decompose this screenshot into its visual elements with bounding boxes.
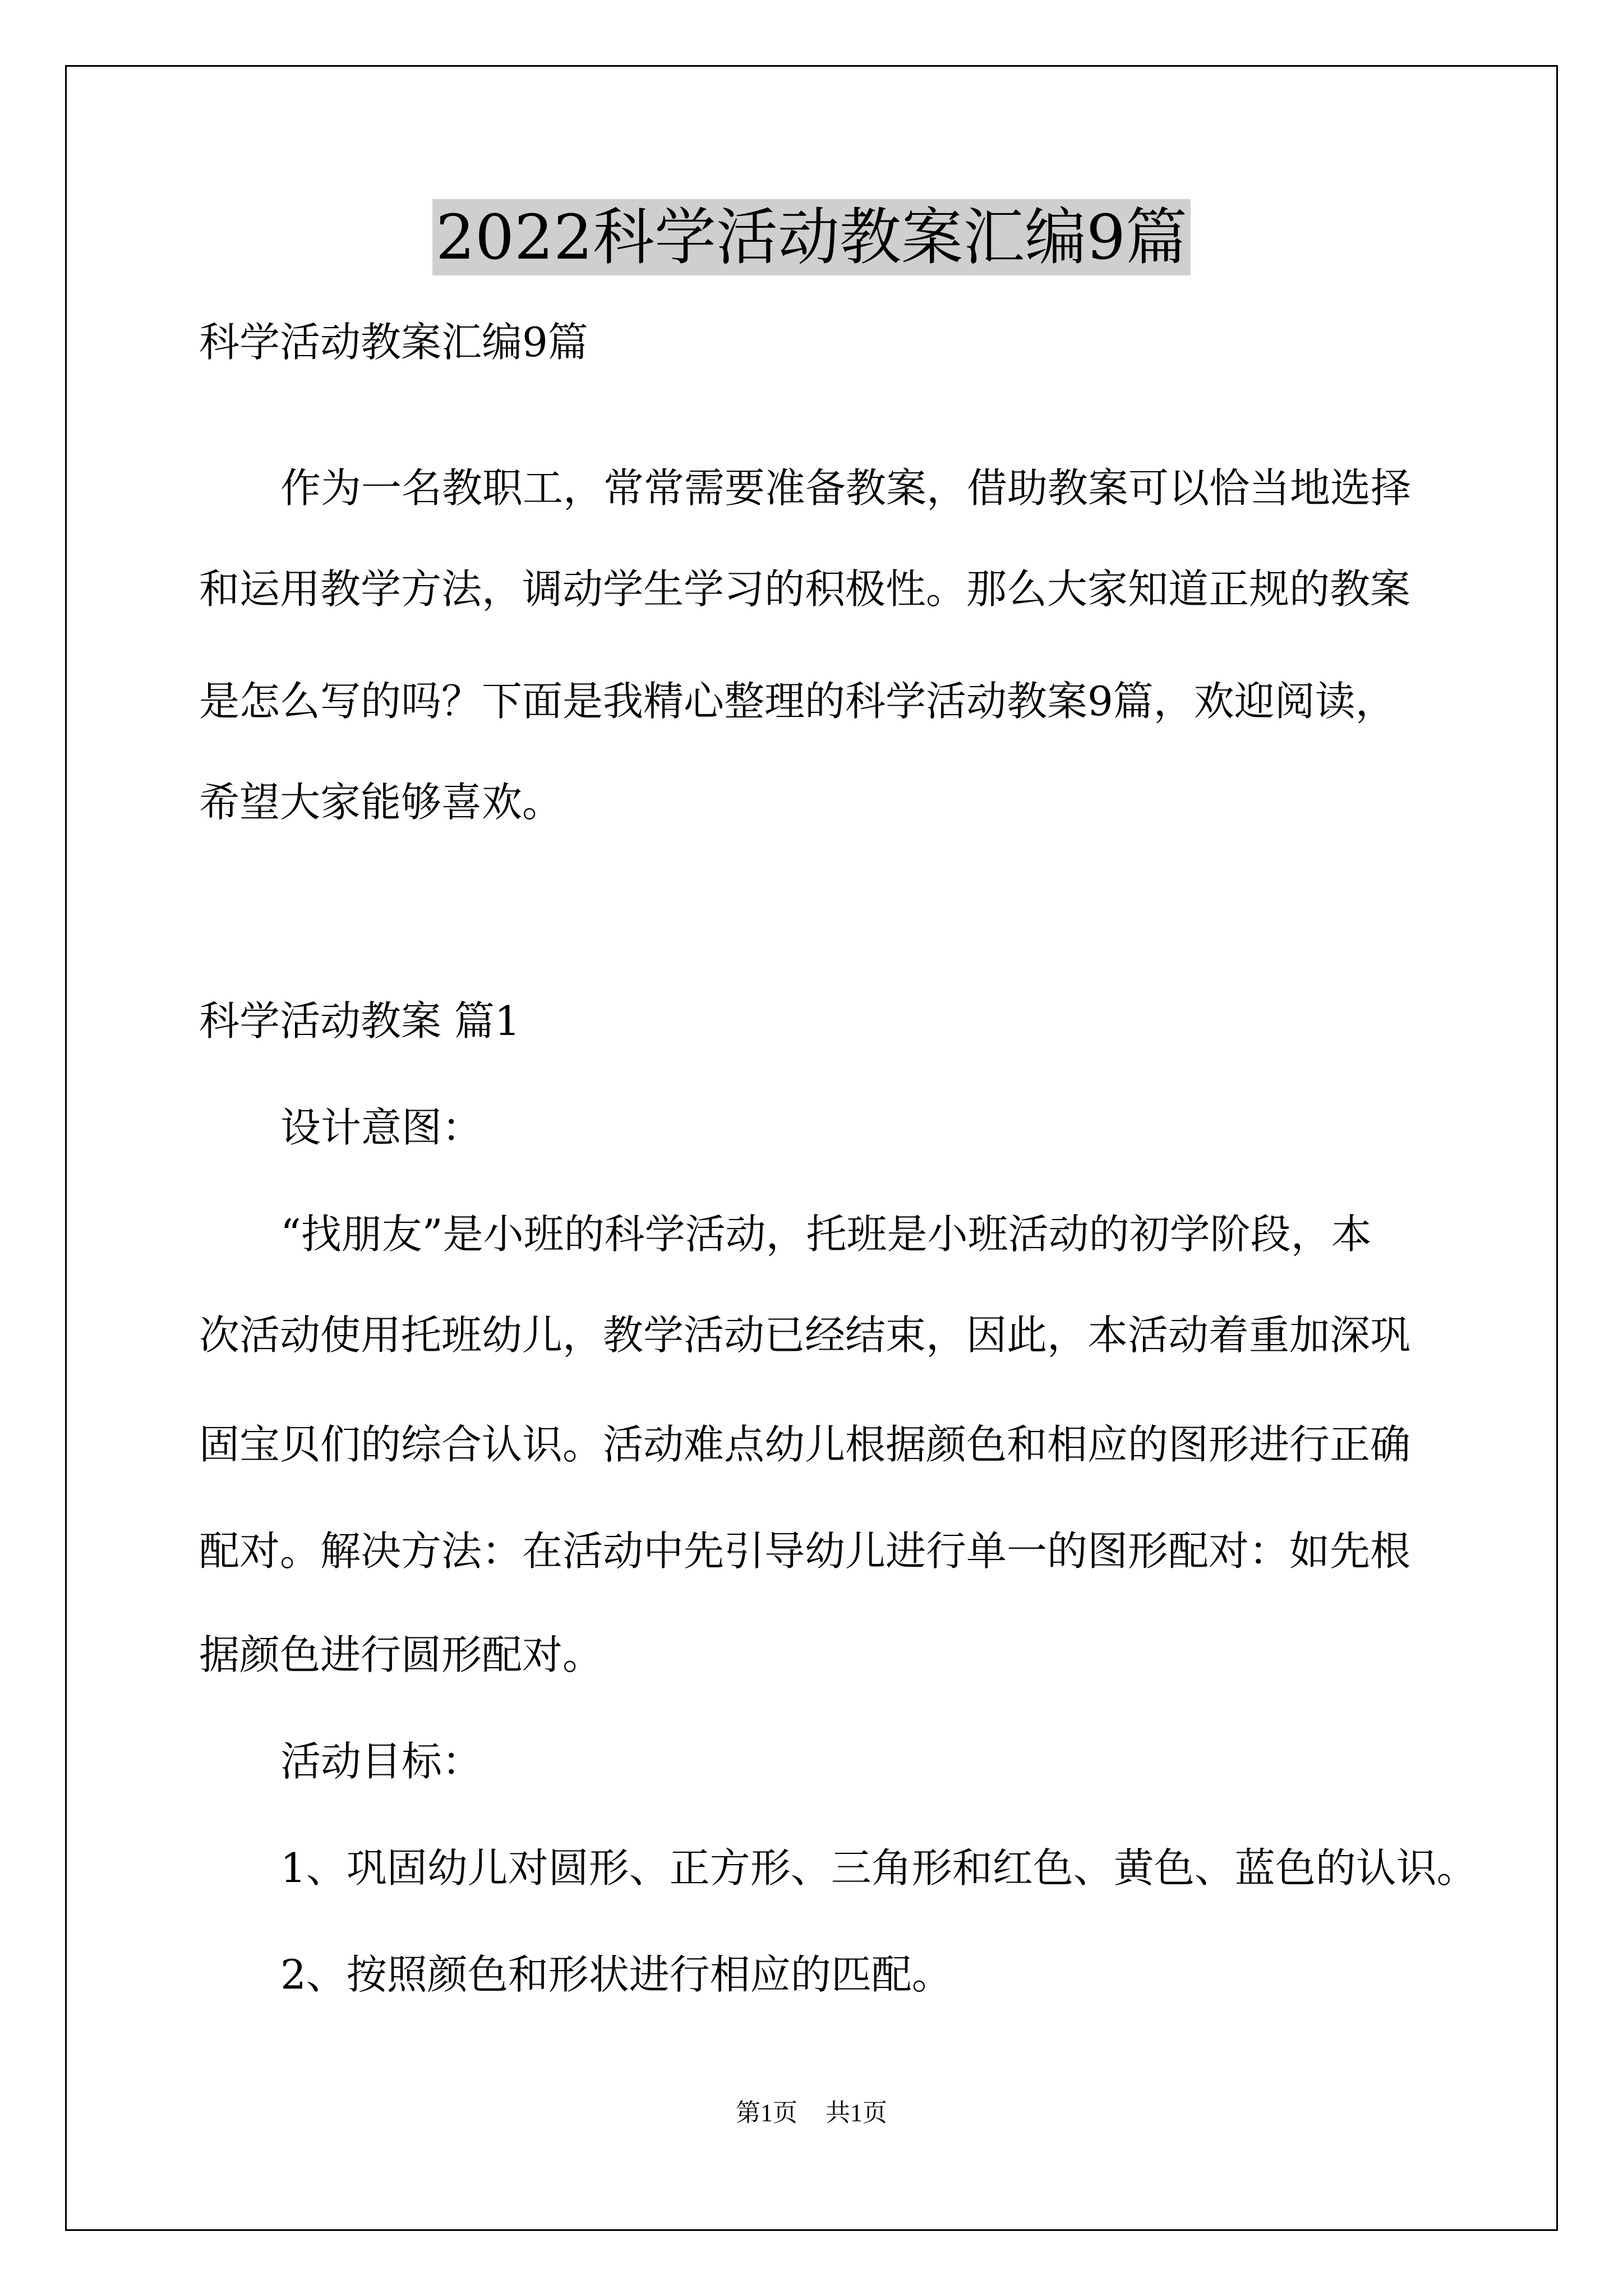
- intro-line-2: 和运用教学方法，调动学生学习的积极性。那么大家知道正规的教案: [199, 565, 1411, 613]
- intro-line-1: 作为一名教职工，常常需要准备教案，借助教案可以恰当地选择: [280, 464, 1412, 512]
- intro-line-3: 是怎么写的吗？下面是我精心整理的科学活动教案9篇，欢迎阅读，: [199, 678, 1396, 725]
- subtitle-line: 科学活动教案汇编9篇: [199, 319, 588, 366]
- activity-goals-label: 活动目标：: [280, 1738, 483, 1785]
- body-line-1: “找朋友”是小班的科学活动，托班是小班活动的初学阶段，本: [280, 1211, 1372, 1258]
- page-number: 第1页: [736, 2099, 797, 2127]
- goal-item-2: 2、按照颜色和形状进行相应的匹配。: [280, 1951, 952, 1998]
- design-intent-label: 设计意图：: [280, 1104, 483, 1151]
- section-heading-1: 科学活动教案 篇1: [199, 997, 520, 1045]
- body-line-4: 配对。解决方法：在活动中先引导幼儿进行单一的图形配对：如先根: [199, 1527, 1411, 1575]
- document-title: 2022科学活动教案汇编9篇: [0, 195, 1623, 279]
- body-line-2: 次活动使用托班幼儿，教学活动已经结束，因此，本活动着重加深巩: [199, 1312, 1411, 1359]
- body-line-5: 据颜色进行圆形配对。: [199, 1631, 603, 1678]
- body-line-3: 固宝贝们的综合认识。活动难点幼儿根据颜色和相应的图形进行正确: [199, 1421, 1411, 1468]
- intro-line-4: 希望大家能够喜欢。: [199, 779, 563, 826]
- goal-item-1: 1、巩固幼儿对圆形、正方形、三角形和红色、黄色、蓝色的认识。: [280, 1844, 1477, 1892]
- page-total: 共1页: [826, 2099, 887, 2127]
- page-footer: [0, 2092, 1623, 2128]
